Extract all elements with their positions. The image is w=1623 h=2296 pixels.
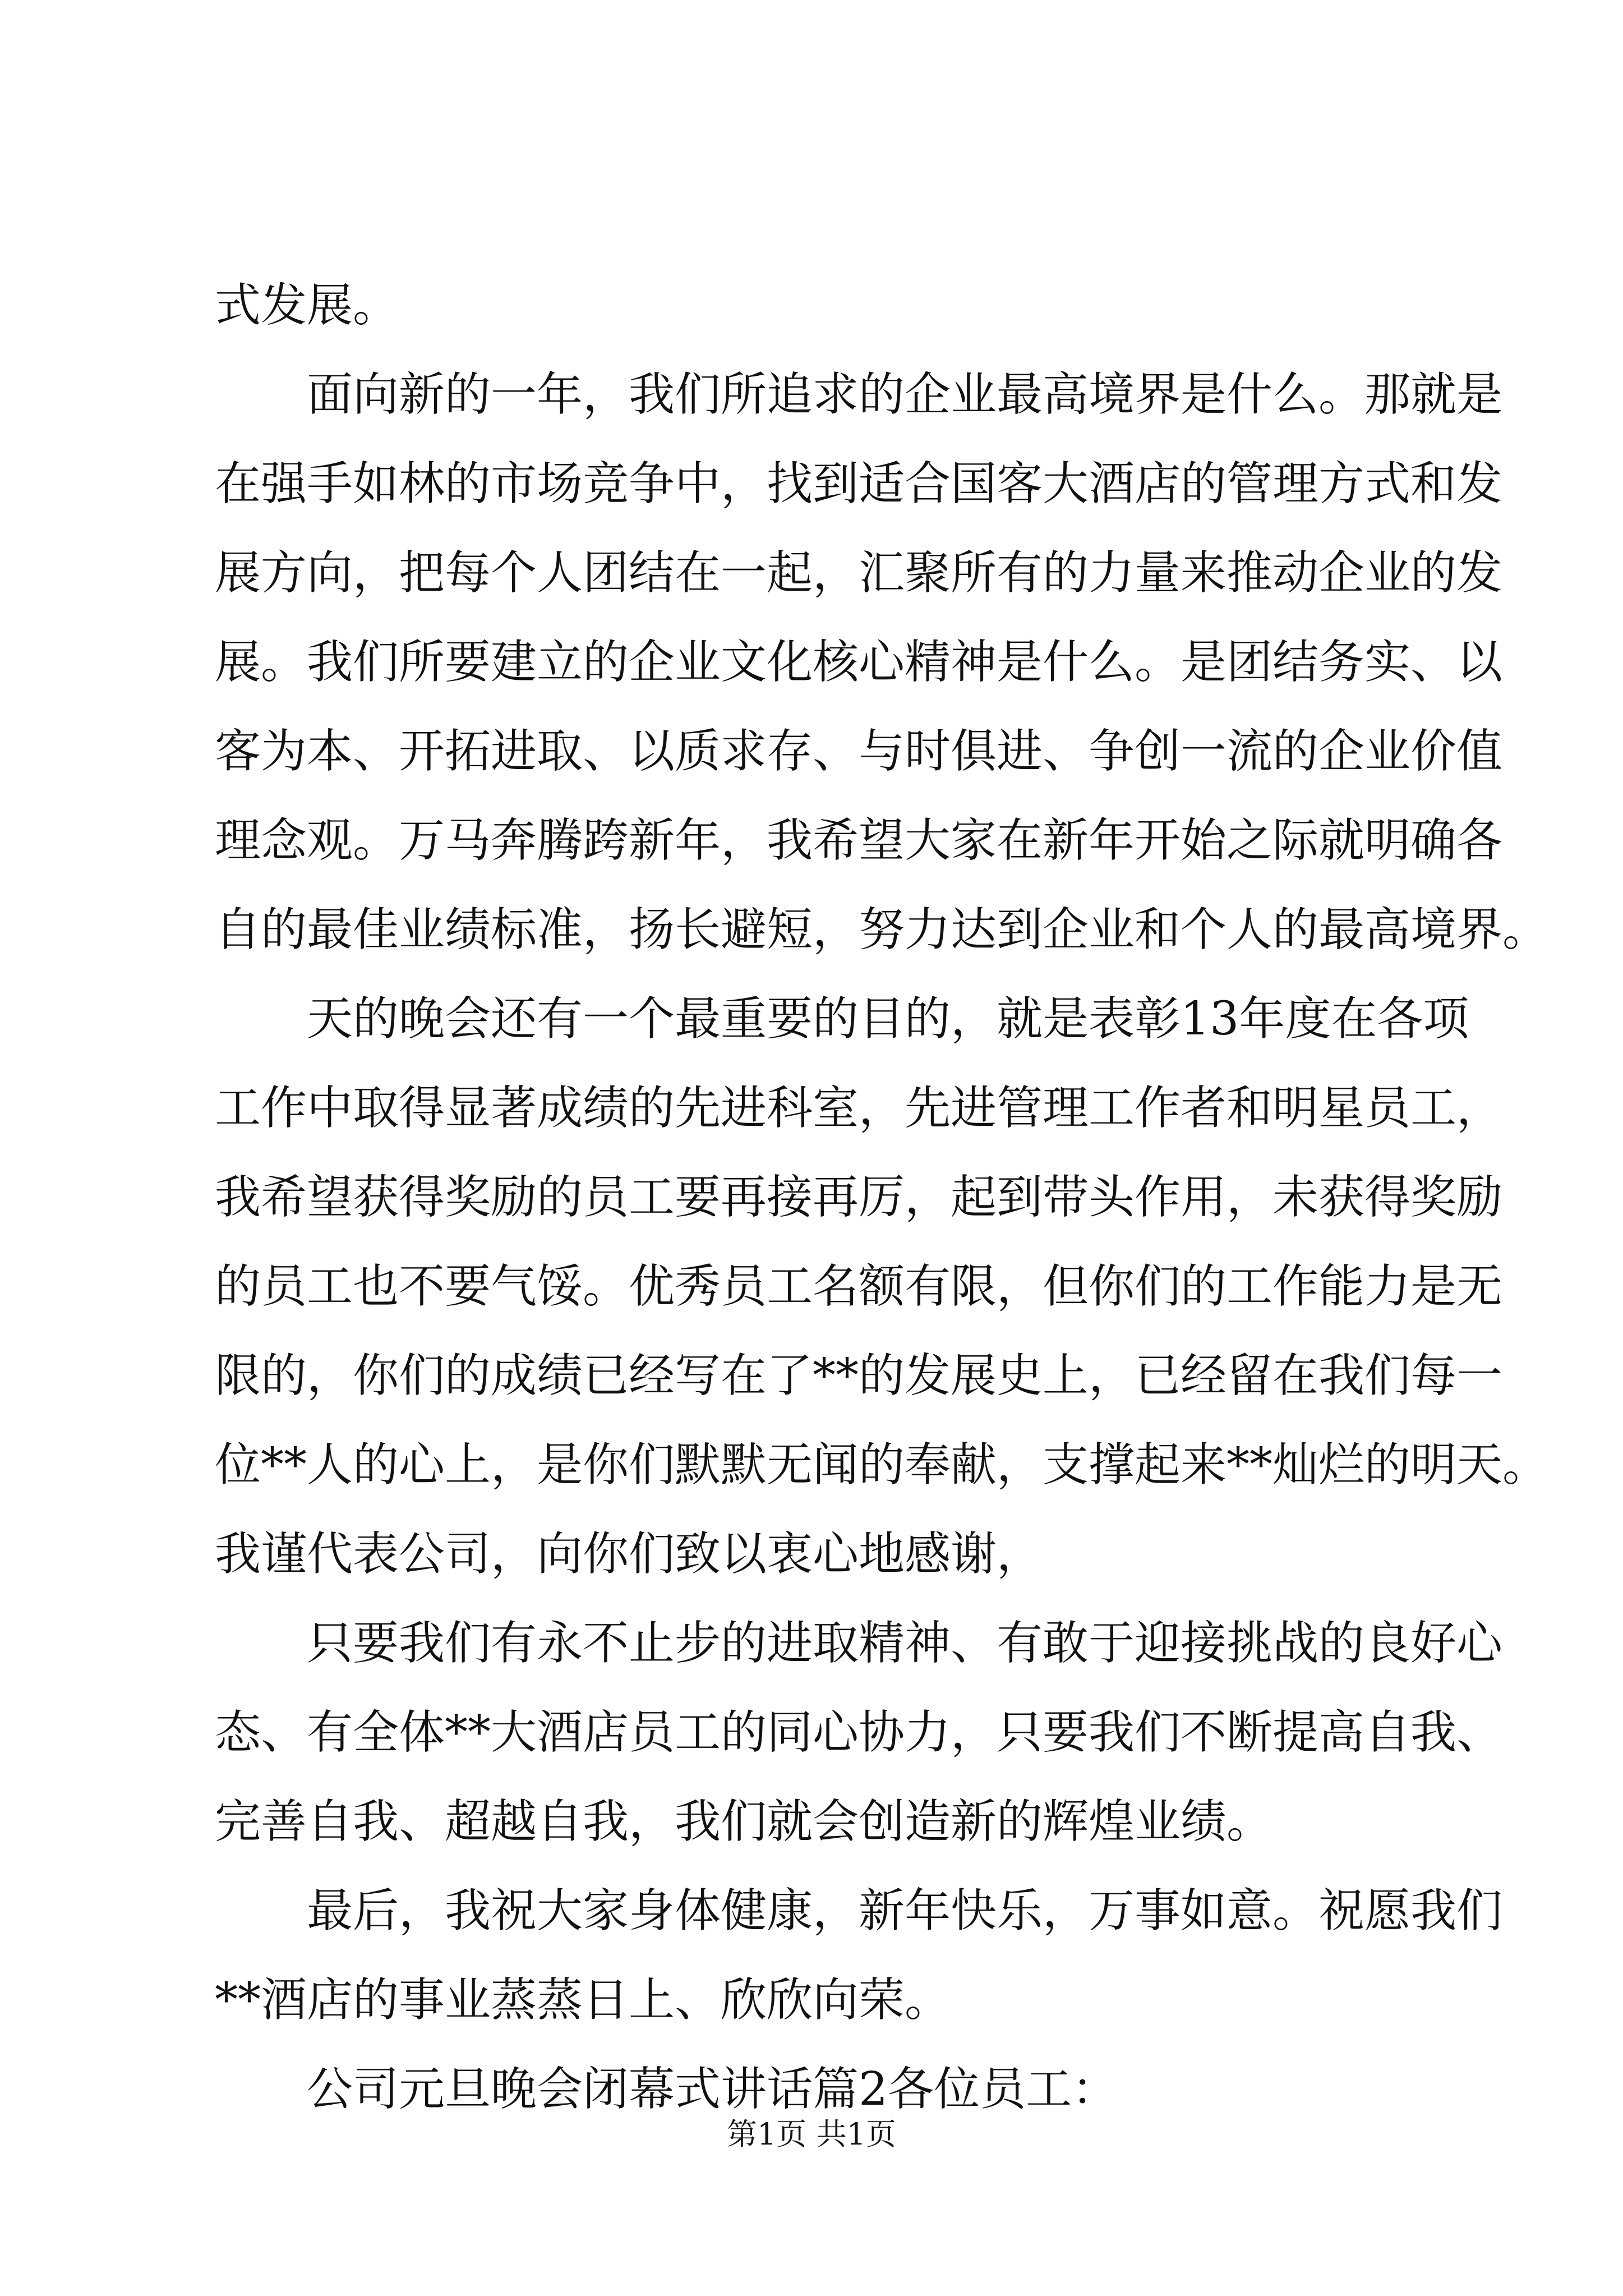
paragraph-line: 公司元旦晚会闭幕式讲话篇2各位员工： (307, 2063, 1118, 2116)
paragraph-line: 自的最佳业绩标准，扬长避短，努力达到企业和个人的最高境界。 (215, 903, 1549, 956)
paragraph-line: 我希望获得奖励的员工要再接再厉，起到带头作用，未获得奖励 (215, 1171, 1503, 1224)
paragraph-line: 完善自我、超越自我，我们就会创造新的辉煌业绩。 (215, 1795, 1273, 1848)
paragraph-line: 展方向，把每个人团结在一起，汇聚所有的力量来推动企业的发 (215, 546, 1503, 600)
paragraph-line: 工作中取得显著成绩的先进科室，先进管理工作者和明星员工， (215, 1082, 1503, 1135)
page-number-label: 第1页 共1页 (727, 2116, 896, 2152)
paragraph-line: 的员工也不要气馁。优秀员工名额有限，但你们的工作能力是无 (215, 1260, 1503, 1313)
paragraph-line: **酒店的事业蒸蒸日上、欣欣向荣。 (215, 1973, 951, 2027)
paragraph-line: 面向新的一年，我们所追求的企业最高境界是什么。那就是 (307, 368, 1503, 421)
paragraph-line: 我谨代表公司，向你们致以衷心地感谢， (215, 1527, 1043, 1581)
paragraph-line: 式发展。 (215, 279, 399, 332)
paragraph-line: 态、有全体**大酒店员工的同心协力，只要我们不断提高自我、 (215, 1706, 1503, 1759)
paragraph-line: 理念观。万马奔腾跨新年，我希望大家在新年开始之际就明确各 (215, 814, 1503, 867)
document-body (215, 261, 1549, 2134)
paragraph-line: 天的晚会还有一个最重要的目的，就是表彰13年度在各项 (307, 992, 1469, 1046)
paragraph-line: 最后，我祝大家身体健康，新年快乐，万事如意。祝愿我们 (307, 1884, 1503, 1938)
paragraph-line: 只要我们有永不止步的进取精神、有敢于迎接挑战的良好心 (307, 1617, 1503, 1670)
paragraph-line: 客为本、开拓进取、以质求存、与时俱进、争创一流的企业价值 (215, 725, 1503, 778)
paragraph-line: 在强手如林的市场竞争中，找到适合国客大酒店的管理方式和发 (215, 457, 1503, 510)
paragraph-line: 限的，你们的成绩已经写在了**的发展史上，已经留在我们每一 (215, 1349, 1503, 1402)
paragraph-line: 展。我们所要建立的企业文化核心精神是什么。是团结务实、以 (215, 636, 1503, 689)
paragraph-line: 位**人的心上，是你们默默无闻的奉献，支撑起来**灿烂的明天。 (215, 1438, 1549, 1492)
page-footer (0, 2115, 1623, 2154)
